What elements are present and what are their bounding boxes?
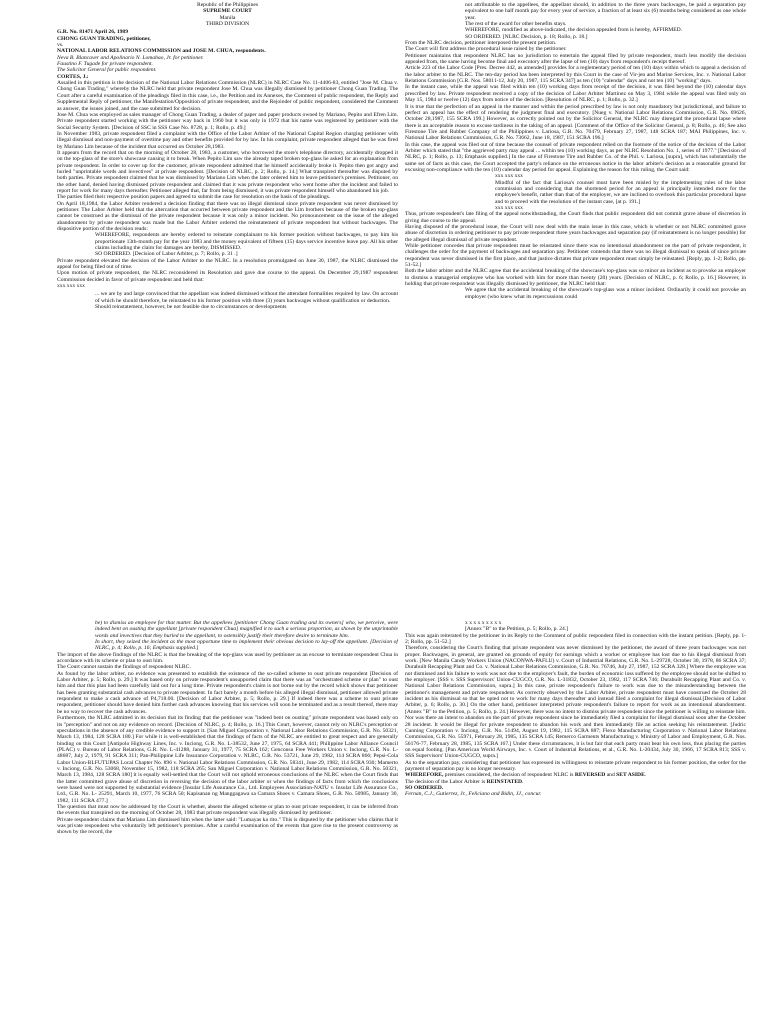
division-name: THIRD DIVISION (205, 21, 250, 28)
block-quote: Mindful of the fact that Lariosa's counsel must have been misled by the implementing rules of the labor commission and considering that the shortened period for an appeal is principally intended more for the employee's benefit, rather than that of the employer, we are inclined to overlook this particular procedural lapse and to proceed with the resolution of the instant case, [at p. 191.] (495, 179, 746, 205)
paragraph: This was again reiterated by the petitioner in its Reply to the Comment of public respondent filed in connection with the instant petition. [Reply, pp. 1- 2; Rollo, pp. 51-52.] (405, 632, 746, 646)
block-quote: Should reinstatement, however, be not feasible due to circumstances or developments (95, 304, 287, 311)
block-quote: WHEREFORE, modified as above-indicated, the decision appealed from is hereby, AFFIRMED. (465, 27, 683, 34)
concurrence: Fernan, C.J., Gutierrez, Jr., Feliciano and Bidin, JJ., concur. (405, 791, 542, 798)
versus: vs. (57, 42, 64, 49)
block-quote: WHEREFORE, respondents are hereby ordered to reinstate complainant to his former position without backwages, to pay him his proportionate 13th-month pay for the year 1983 and the money equivalent of fifteen (15) days service incentive leave pay. All his other claims including the claim for damages are hereby, DISMISSED. (95, 232, 398, 252)
reinstated-text: REINSTATED (486, 778, 523, 785)
block-quote: In short, they seized the incident as the most opportune time to implement their obvious decision to lay-off the appellant. [Decision of NLRC, p. 4; Rollo, p. 16; Emphasis supplied.] (95, 639, 398, 652)
paragraph: Furthermore, the NLRC admitted in its decision that its finding that the petitioner was "indeed bent on ousting" private respondent was based only on its "perception" and not on any evidence on record. [Decision of NLRC, p. 4; Rollo, p. 16.] This Court, however, cannot rely on NLRC's perception or speculations in the absence of any credible evidence to support it. [San Miguel Corporation v. National Labor Relations Commission, G.R. No. 50321, March 13, 1984, 128 SCRA 180.] For while it is well-established that the findings of facts of the NLRC are entitled to great respect and are generally binding on this Court [Antipolo Highway Lines, Inc. v. Inciong, G.R. No. L-38532, June 27, 1975, 64 SCRA 441; Philippine Labor Alliance Council (PLAC) v. Bureau of Labor Relations, G.R. No. L-41288, January 31, 1977, 75 SCRA 162; Genconsu Free Workers Union v. Inciong, G.R. No. L-48687, July 2, 1979, 91 SCRA 311; Pan-Philippine Life Insurance Corporation v. NLRC, G.R. No. 53721, June 29, 1982, 114 SCRA 866; Pepsi-Cola Labor Union-BLFUTUPAS Local Chapter No. 896 v. National Labor Relations Commission, G.R. No. 58341, June 29, 1982, 114 SCRA 930; Mamerto v. Inciong, G.R. No. 53068, November 15, 1982, 118 SCRA 265; San Miguel Corporation v. National Labor Relations Commission, G.R. No. 50321, March 13, 1984, 128 SCRA 180] it is equally well-settled that the Court will not uphold erroneous conclusions of the NLRC when the Court finds that the latter committed grave abuse of discretion in reversing the decision of the labor arbiter or when the findings of facts from which the conclusions were based were not supported by substantial evidence [Insular Life Assurance Co., Ltd. Employees Association-NATU v. Insular Life Assurance Co., Ltd., G.R. No. L- 25291, March 10, 1977, 76 SCRA 50; Kapisanan ng Manggagawa sa Camara Shoes v. Camara Shoes, G.R. No. 50985, January 30, 1982, 111 SCRA 477.] (57, 715, 398, 804)
paragraph: Upon motion of private respondent, the NLRC reconsidered its Resolution and gave due course to the appeal. On December 29,1987 respondent Commission decided in favor of private respondent and held that: (57, 270, 398, 283)
dispositive-text: premises considered, the decision of respondent NLRC is (443, 772, 575, 779)
column-top-right (405, 2, 746, 600)
paragraph: As to the separation pay, considering that petitioner has expressed its willingness to reinstate private respondent to his former position, the order for the payment of separation pay is no longer necessary. (405, 759, 746, 772)
dispositive-text: . (644, 772, 647, 779)
paragraph: Private respondent claims that Mariano Lim dismissed him when the latter said: "Lumayas ka rito." This is disputed by the petitioner who claims that it was private respondent who voluntarily left petitioner's premises. After a careful examination of the events that gave rise to the present controversy as shown by the record, the (57, 816, 398, 836)
ellipsis-line: xxx xxx xxx (495, 205, 523, 211)
citation: [Annex "B" to the Petition, p. 5; Rollo, p. 24.] (465, 626, 569, 633)
paragraph: Therefore, considering the Court's finding that private respondent was never dismissed by the petitioner, the award of three years backwages was not proper. Backwages, in general, are granted on grounds of equity for earnings which a worker or employee has lost due to his illegal dismissal from work. [New Manila Candy Workers Union (NACONWA-PAFLU) v. Court of Industrial Relations, G.R. No. L-29728, October 30, 1978, 86 SCRA 37; Durabuilt Recapping Plant and Co. v. National Labor Relations Commission, G.R. No. 76746, July 27, 1987, 152 SCRA 328.] Where the employee was not dismissed and his failure to work was not due to the employer's fault, the burden of economic loss suffered by the employee should not be shifted to the employer. [SSS v. SSS Supervisors' Union-CUGCO, G.R. No. L-31832, October 23, 1982, 117 SCRA 746; Durabuilt Recapping Plant and Co. v. National Labor Relations Commission, supra.] In this case, private respondent's failure to work was due to the misunderstanding between the petitioner's management and private respondent. As correctly observed by the Labor Arbiter, private respondent must have construed the October 28 incident as his dismissal so that he opted not to work for many days thereafter and instead filed a complaint for illegal dismissal.[Decision of Labor Arbiter, p. 6; Rollo, p. 30.] On the other hand, petitioner interpreted private respondent's failure to report for work as an intentional abandonment. [Annex "B" to the Petition, p. 5; Rollo, p. 24.] However, there was no intent to dismiss private respondent since the petitioner is willing to reinstate him. Nor was there an intent to abandon on the part of private respondent since he immediately filed a complaint for illegal dismissal soon after the October 28 incident. It would be illegal for private respondent to abandon his work and then immediately file an action seeking his reinstatement. [Judric Canning Corporation v. Inciong, G.R. No. 51494, August 19, 1982, 115 SCRA 887; Flexo Manufacturing Corporation v. National Labor Relations Commission, G.R. No. 55971, February 28, 1985, 135 SCRA 145; Remerco Garments Manufacturing v. Ministry of Labor and Employment, G.R. Nos. 56176-77, February 28, 1985, 135 SCRA 167.] Under these circumstances, it is but fair that each party must bear his own loss, thus placing the parties on equal footing. [Pan American World Airways, Inc. v. Court of Industrial Relations, et al., G.R. No. L-20434, July 30, 1966, 17 SCRA 813; SSS v. SSS Supervisors' Union-CUGCO, supra.] (405, 645, 746, 760)
paragraph: Assailed in this petition is the decision of the National Labor Relations Commission (NLRC) in NLRC Case No. 11-4406-83, entitled "Jose M. Chua v. Chong Guan Trading," whereby the NLRC held that private respondent Jose M. Chua was illegally dismissed by petitioner Chong Guan Trading. The Court after a careful examination of the pleadings filed in this case, i.e., the Petition and its Annexes, the Comment of public respondent, the Reply and Supplemental Reply of petitioner, the Manifestation/Opposition of private respondent, and the Rejoinder of public respondent, considered the Comment as answer, the issues joined, and the case submitted for decision. (57, 80, 398, 112)
paragraph: On April 18,1984, the Labor Arbiter rendered a decision finding that there was no illegal dismissal since private respondent was never dismissed by petitioner. The Labor Arbiter held that the altercation that occurred between private respondent and the Lim brothers because of the broken top-glass cannot be construed as the dismissal of the private respondent because it was only a minor incident. No pronouncement on the issue of the alleged abandonment by private respondent was made but the Labor Arbiter ordered the reinstatement of private respondent but without backwages. The dispositive portion of the decision reads: (57, 200, 398, 233)
block-quote: be) to dismiss an employee for that matter. But the appellees [petitioner Chong Guan trading and its owners] who, we perceive, were indeed bent on ousting the appellant [private respondent Chua] magnified it to such a serious proportion, as shown by the unprintable words and invectives that they hurled to the appellant, to ostensibly justify their therefore desire to terminate him. (95, 620, 398, 639)
ellipsis-line: xxx xxx xxx (495, 173, 523, 180)
header-line: Republic of the Philippines (196, 2, 259, 8)
reversed-text: REVERSED (574, 772, 606, 779)
paragraph: Private respondent elevated the decision of the Labor Arbiter to the NLRC. In a resolution promulgated on June 30, 1987, the NLRC dismissed the appeal for being filed out of time. (57, 257, 398, 271)
court-name: SUPREME COURT (203, 8, 252, 15)
paragraph: In November 1983, private respondent filed a complaint with the Office of the Labor Arbiter of the National Capital Region charging petitioner with illegal dismissal and non-payment of overtime pay and other benefits provided for by law. In his complaint, private respondent alleged that he was fired by Mariano Lim because of the incident that occurred on October 28,1983. (57, 130, 398, 150)
ponente: CORTES, J.: (57, 73, 89, 80)
block-quote-end: SO ORDERED. [NLRC Decision, p. 18; Rollo, p. 18.] (465, 33, 588, 40)
so-ordered: SO ORDERED. (405, 784, 444, 791)
block-quote: ... we are by and large convinced that the appellant was indeed dismissed without the attendant formalities required by law. On account of which he should therefore, be reinstated to his former position with three (3) years backwages without qualification or deduction. (95, 291, 398, 304)
paragraph: Article 223 of the Labor Code [Pres. Decree 442, as amended] provides for a reglementary period of ten (10) days within which to appeal a decision of the labor arbiter to the NLRC. The ten-day period has been interpreted by this Court in the case of Vir-jen and Marine Services, Inc. v. National Labor Relations Commission [G.R. Nos. 58011-12, July 20, 1987, 115 SCRA 347] as ten (10) "calendar" days and not ten (10) "working" days. (405, 65, 746, 85)
respondents: NATIONAL LABOR RELATIONS COMMISSION and JOSE M. CHUA, respondents. (57, 48, 266, 55)
header-line: Manila (219, 14, 236, 21)
ellipsis-line: xxx xxx xxx (57, 283, 85, 290)
column-top-left (57, 2, 398, 600)
paragraph: The Court cannot sustain the findings of respondent NLRC. (57, 664, 191, 671)
column-bottom-left (57, 620, 398, 1024)
paragraph: As found by the labor arbiter, no evidence was presented to establish the existence of the so-called scheme to oust private respondent [Decision of Labor Arbiter, p. 5; Rollo, p. 29.] It was based only on private respondent's unsupported claim that there was an "orchestrated scheme or plan" to oust him and that this plan had been carefully laid out for a long time. Private respondent's claim is not borne out by the record which shows that petitioner has been granting substantial cash advances to private respondent. In fact barely a month before his alleged illegal dismissal, petitioner allowed private respondent to make a cash advance of P4,718.00. [Decision of Labor Arbiter, p. 5; Rollo, p. 29.] If indeed there was a scheme to oust private respondent, petitioner should have denied him further cash advances knowing that his services will soon be terminated and as a result thereof, there may be no way to recover the cash advances. (57, 670, 398, 715)
set-aside-text: SET ASIDE (616, 772, 645, 779)
paragraph: From the NLRC decision, petitioner interposed the present petition. (405, 40, 557, 47)
ellipsis-line: x x x x x x x x x (465, 620, 502, 626)
paragraph: In the instant case, while the appeal was filed within ten (10) working days from receipt of the decision, it was filed beyond the (10) calendar days prescribed by law. Private respondent received a copy of the decision of Labor Arbiter Martinez on May 3, 1984 while the appeal was filed only on May 15, 1984 or twelve (12) days from notice of the decision. [Resolution of NLRC, p. 1; Rollo, p. 32.] (405, 84, 746, 104)
counsel-line: Neva B. Blancaver and Apolinario N. Lomabao, Jr. for petitioner. (57, 54, 204, 61)
column-bottom-right (405, 620, 746, 1024)
block-quote-end: SO ORDERED. [Decision of Labor Arbiter, p. 7; Rollo, p. 31 .] (95, 251, 238, 258)
paragraph: Jose M. Chua was employed as sales manager of Chong Guan Trading, a dealer of paper and paper products owned by Mariano, Pepito and Efren Lim. Private respondent started working with the petitioner way back in 1960 but it was only in 1972 that his name was registered by petitioner with the Social Security System. [Decision of SSC in SSS Case No. 8728, p. 1; Rollo, p. 49.] (57, 111, 398, 131)
dispositive-text: and (605, 772, 617, 779)
case-number: G.R. No. 81471 April 26, 1989 (57, 29, 129, 36)
dispositive-text: . (522, 778, 524, 785)
block-quote: The rest of the award for other benefits stays. (465, 21, 567, 28)
paragraph: The parties filed their respective position papers and agreed to submit the case for resolution on the basis of the pleadings. (57, 194, 331, 201)
paragraph: Having disposed of the procedural issue, the Court will now deal with the main issue in this case, which is whether or not NLRC committed grave abuse of discretion in ordering petitioner to pay private respondent three years backwages and separation pay (if reinstatement is no longer possible) for the alleged illegal dismissal of private respondent. (405, 224, 746, 243)
wherefore-label: WHEREFORE, (405, 772, 444, 779)
counsel-line: The Solicitor General for public respondent. (57, 67, 157, 74)
reinstated-lead: The decision of the Labor Arbiter is (405, 778, 487, 785)
counsel-line: Faustino F. Tugade for private respondent. (57, 61, 153, 68)
paragraph: The question that must now be addressed by the Court is whether, absent the alleged scheme or plan to oust private respondent, it can be inferred from the events that transpired on the morning of October 28, 1983 that private respondent was illegally dismissed by petitioner. (57, 803, 398, 817)
paragraph: Thus, private respondent's late filing of the appeal notwithstanding, the Court finds that public respondent did not commit grave abuse of discretion in giving due course to the appeal. (405, 211, 746, 224)
paragraph: It appears from the record that on the morning of October 28, 1983, a customer, who borrowed the store's telephone directory, accidentally dropped it on the top-glass of the store's showcase causing it to break. When Pepito Lim saw the already taped broken top-glass he asked for an explanation from private respondent. In order to cover up for the customer, private respondent admitted that he himself accidentally broke it. Pepito then got angry and hurled "unprintable words and invectives" at private respondent. [Decision of NLRC, p. 2; Rollo, p. 14.] What transpired thereafter was disputed by both parties. Private respondent claimed that he was dismissed by Mariano Lim when the later ordered him to leave petitioner's premises. Petitioner, on the other hand, denied having dismissed private respondent and claimed that it was private respondent who went home after the incident and failed to report for work for many days thereafter. Petitioner alleged that, far from being dismissed, it was private respondent himself who abandoned his job. (57, 149, 398, 194)
paragraph: It is true that the perfection of an appeal in the manner and within the period prescribed by law is not only mandatory but jurisdictional, and failure to perfect an appeal has the effect of rendering the judgment final and executory. [Nueg v. National Labor Relations Commission, G.R. No. 69626, October 28,1987, 155 SCRA 199.] However, as correctly pointed out by the Solicitor General, the NLRC may disregard the procedural lapse where there is an acceptable reason to excuse tardiness in the taking of an appeal. [Comment of the Office of the Solicitor General, p. 8; Rollo, p. 46; See also Firestone Tire and Rubber Company of the Philippines v. Lariosa, G.R. No. 70479, February 27, 1987, 148 SCRA 187; MAI Philippines, Inc. v. National Labor Relations Commission, G.R. No. 73662, June 18, 1987, 151 SCRA 196.] (405, 103, 746, 142)
paragraph: The import of the above findings of the NLRC is that the breaking of the top-glass was used by petitioner as an excuse to terminate respondent Chua in accordance with its scheme or plan to oust him. (57, 651, 398, 665)
block-quote: We agree that the accidental breaking of the showcase's top-glass was a minor incident. Ordinarily it could not provoke an employer (who knew what its repercussions could (465, 287, 746, 300)
paragraph: While petitioner concedes that private respondent must be reinstated since there was no intentional abandonment on the part of private respondent, it challenges the order for the payment of backwages and separation pay. Petitioner contends that there was no illegal dismissal to speak of since private respondent was never dismissed in the first place, and that justice dictates that private respondent must simply be reinstated. [Reply, pp. 1-2; Rollo, pp. 51-52.] (405, 243, 746, 269)
paragraph: Both the labor arbiter and the NLRC agree that the accidental breaking of the showcase's top-glass was so minor an incident as to provoke an employer to dismiss a managerial employee who has worked with him for more than twenty (20) years. [Decision of NLRC, p. 6; Rollo, p. 16.] However, in holding that private respondent was illegally dismissed by petitioner, the NLRC held that: (405, 268, 746, 288)
petitioner: CHONG GUAN TRADING, petitioner, (57, 35, 151, 42)
paragraph: Petitioner maintains that respondent NLRC has no jurisdiction to entertain the appeal filed by private respondent, much less modify the decision appealed from, the same having become final and executory after the lapse of ten (10) days from respondent's receipt thereof. (405, 52, 746, 66)
paragraph: The Court will first address the procedural issue raised by the petitioner. (405, 46, 567, 53)
block-quote: not attributable to the appellees, the appellant should, in addition to the three years backwages, be paid a separation pay equivalent to one half month pay for every year of service, a fraction of at least six (6) months being considered as one whole year. (465, 2, 746, 21)
paragraph: In this case, the appeal was filed out of time because the counsel of private respondent relied on the footnote of the notice of the decision of the Labor Arbiter which stated that "the aggrieved party may appeal ... within ten (10) working days, as per NLRC Resolution No. 1, series of 1977." [Decision of NLRC, p. 1; Rollo, p. 13; Emphasis supplied.] In the case of Firestone Tire and Rubber Co. of the Phil. v. Lariosa, [supra], which has substantially the same set of facts as this case, the Court accepted the party's reliance on the erroneous notice in the labor arbiter's decision as a reasonable ground for excusing non-compliance with the ten (10) calendar day period for appeal. Explaining the reason for this ruling, the Court said: (405, 141, 746, 173)
